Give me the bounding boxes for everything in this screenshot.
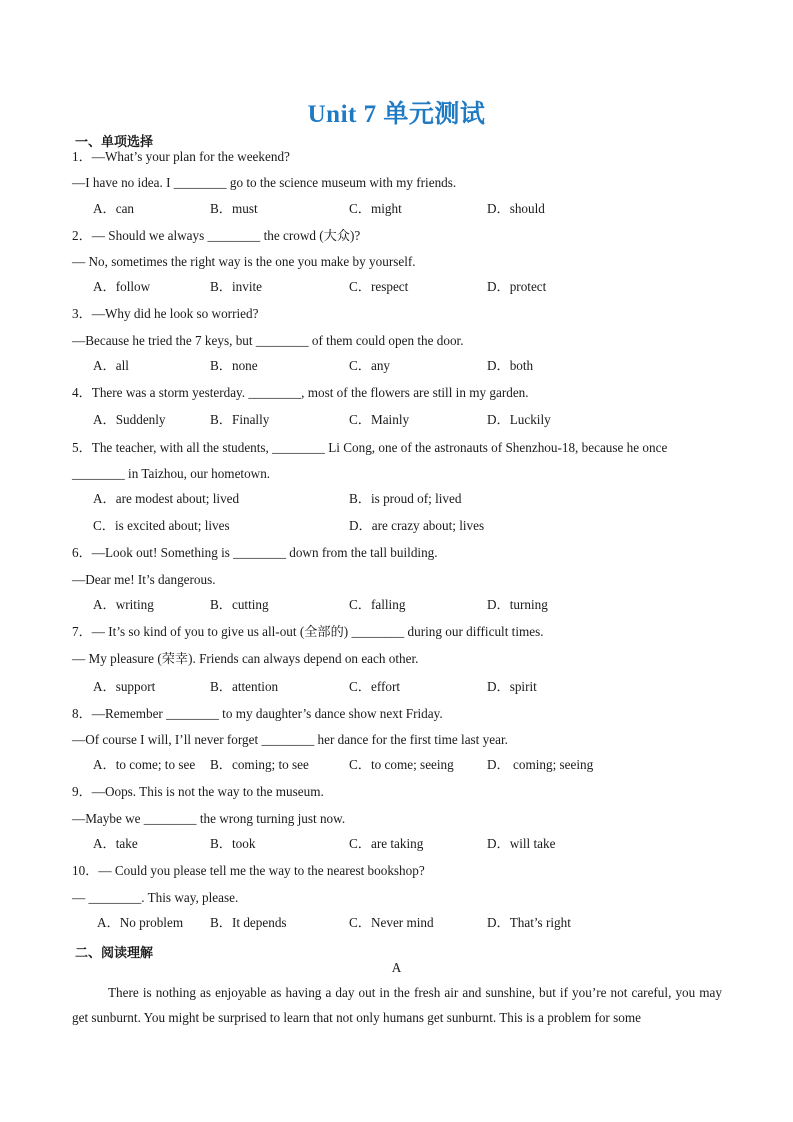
- question-2-option-a: A．follow: [93, 279, 151, 294]
- question-5-line-2: ________ in Taizhou, our hometown.: [72, 466, 271, 481]
- question-5-line-1: 5．The teacher, with all the students, ________ Li Cong, one of the astronauts of Shenzhou-18, because he once: [72, 440, 668, 455]
- question-2-line-1: 2．— Should we always ________ the crowd (大众)?: [72, 228, 361, 243]
- question-10-line-2: — ________. This way, please.: [72, 890, 239, 905]
- question-8-option-a: A．to come; to see: [93, 757, 196, 772]
- question-9-line-2: —Maybe we ________ the wrong turning just now.: [72, 811, 346, 826]
- question-9-option-d: D．will take: [487, 836, 556, 851]
- question-3-line-1: 3．—Why did he look so worried?: [72, 306, 259, 321]
- passage-paragraph: There is nothing as enjoyable as having a day out in the fresh air and sunshine, but if you’re not careful, you may get sunburnt. You might be surprised to learn that not only humans get sunburnt. This is a problem for some: [72, 985, 722, 1025]
- question-8-option-c: C．to come; seeing: [349, 757, 454, 772]
- question-2-option-d: D．protect: [487, 279, 547, 294]
- question-5-option-d: D．are crazy about; lives: [349, 518, 485, 533]
- question-4-option-a: A．Suddenly: [93, 412, 166, 427]
- question-7-option-d: D．spirit: [487, 679, 537, 694]
- section-heading-multiple-choice: 一、单项选择: [75, 135, 154, 150]
- question-8-line-1: 8．—Remember ________ to my daughter’s dance show next Friday.: [72, 706, 443, 721]
- question-3-line-2: —Because he tried the 7 keys, but ________ of them could open the door.: [72, 333, 464, 348]
- question-4-line-1: 4．There was a storm yesterday. ________, most of the flowers are still in my garden.: [72, 385, 529, 400]
- question-3-option-d: D．both: [487, 358, 534, 373]
- question-6-option-b: B．cutting: [210, 597, 269, 612]
- question-2-option-c: C．respect: [349, 279, 409, 294]
- section-heading-reading: 二、阅读理解: [75, 946, 154, 961]
- question-10-option-a: A．No problem: [97, 915, 184, 930]
- question-3-option-b: B．none: [210, 358, 258, 373]
- question-5-option-a: A．are modest about; lived: [93, 491, 240, 506]
- question-1-option-a: A．can: [93, 201, 135, 216]
- question-3-option-a: A．all: [93, 358, 129, 373]
- question-1-option-c: C．might: [349, 201, 402, 216]
- question-8-option-b: B．coming; to see: [210, 757, 309, 772]
- question-10-option-c: C．Never mind: [349, 915, 434, 930]
- question-5-option-b: B．is proud of; lived: [349, 491, 462, 506]
- question-2-option-b: B．invite: [210, 279, 263, 294]
- question-4-option-b: B．Finally: [210, 412, 270, 427]
- question-1-line-2: —I have no idea. I ________ go to the science museum with my friends.: [72, 175, 457, 190]
- question-6-line-2: —Dear me! It’s dangerous.: [72, 572, 216, 587]
- question-9-option-b: B．took: [210, 836, 256, 851]
- question-4-option-d: D．Luckily: [487, 412, 551, 427]
- question-2-line-2: — No, sometimes the right way is the one you make by yourself.: [72, 254, 416, 269]
- question-6-line-1: 6．—Look out! Something is ________ down from the tall building.: [72, 545, 438, 560]
- question-7-line-2: — My pleasure (荣幸). Friends can always depend on each other.: [72, 651, 419, 666]
- question-7-option-c: C．effort: [349, 679, 401, 694]
- question-9-option-c: C．are taking: [349, 836, 424, 851]
- question-7-option-b: B．attention: [210, 679, 279, 694]
- question-9-option-a: A．take: [93, 836, 138, 851]
- question-7-option-a: A．support: [93, 679, 156, 694]
- passage-label: A: [391, 960, 402, 975]
- question-10-line-1: 10．— Could you please tell me the way to the nearest bookshop?: [72, 863, 425, 878]
- question-6-option-a: A．writing: [93, 597, 154, 612]
- question-7-line-1: 7．— It’s so kind of you to give us all-out (全部的) ________ during our difficult times.: [72, 624, 544, 639]
- question-4-option-c: C．Mainly: [349, 412, 410, 427]
- question-8-option-d: D． coming; seeing: [487, 757, 594, 772]
- question-10-option-d: D．That’s right: [487, 915, 571, 930]
- question-10-option-b: B．It depends: [210, 915, 287, 930]
- question-3-option-c: C．any: [349, 358, 391, 373]
- question-6-option-d: D．turning: [487, 597, 548, 612]
- question-1-line-1: 1．—What’s your plan for the weekend?: [72, 149, 290, 164]
- question-5-option-c: C．is excited about; lives: [93, 518, 230, 533]
- question-8-line-2: —Of course I will, I’ll never forget ________ her dance for the first time last year.: [72, 732, 508, 747]
- question-9-line-1: 9．—Oops. This is not the way to the museum.: [72, 784, 324, 799]
- question-1-option-b: B．must: [210, 201, 258, 216]
- question-1-option-d: D．should: [487, 201, 545, 216]
- question-6-option-c: C．falling: [349, 597, 406, 612]
- page-title: Unit 7 单元测试: [307, 101, 486, 128]
